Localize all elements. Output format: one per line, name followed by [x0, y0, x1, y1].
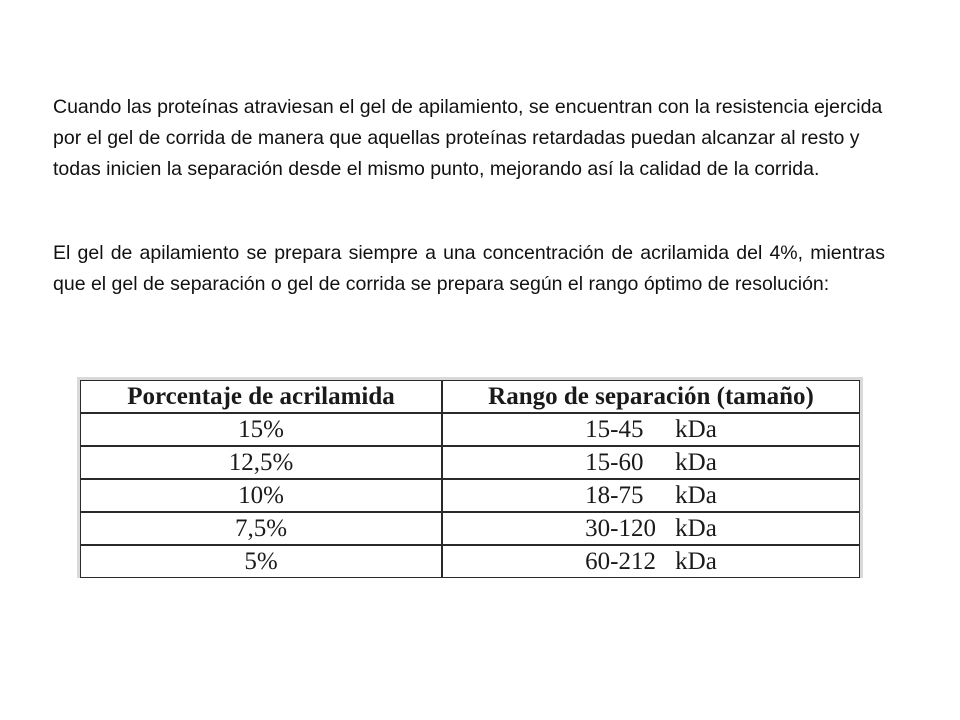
header-acrylamide-percentage: Porcentaje de acrilamida — [80, 380, 442, 413]
cell-range — [442, 413, 860, 446]
table-row — [80, 413, 860, 446]
range-value: 18-75 — [585, 481, 644, 509]
table-header-row — [80, 380, 860, 413]
range-unit: kDa — [675, 514, 717, 542]
cell-percentage: 10% — [80, 479, 442, 512]
range-value: 60-212 — [585, 547, 656, 575]
range-unit: kDa — [675, 481, 717, 509]
table-row — [80, 479, 860, 512]
range-unit: kDa — [675, 448, 717, 476]
range-unit: kDa — [675, 547, 717, 575]
cell-percentage: 12,5% — [80, 446, 442, 479]
cell-range — [442, 512, 860, 545]
acrylamide-separation-table — [80, 380, 860, 578]
table-row — [80, 545, 860, 578]
cell-percentage: 5% — [80, 545, 442, 578]
cell-range — [442, 446, 860, 479]
range-value: 15-45 — [585, 415, 644, 443]
table-row — [80, 512, 860, 545]
range-value: 30-120 — [585, 514, 656, 542]
cell-percentage: 7,5% — [80, 512, 442, 545]
range-value: 15-60 — [585, 448, 644, 476]
acrylamide-table-frame — [77, 377, 863, 578]
paragraph-gel-concentration: El gel de apilamiento se prepara siempre a una concentración de acrilamida del 4%, mientras que el gel de separación o gel de corrida se prepara según el rango óptimo de resolución: — [53, 242, 885, 295]
cell-range — [442, 479, 860, 512]
range-unit: kDa — [675, 415, 717, 443]
cell-percentage: 15% — [80, 413, 442, 446]
cell-range — [442, 545, 860, 578]
header-separation-range: Rango de separación (tamaño) — [442, 380, 860, 413]
paragraph-stacking-gel-resistance: Cuando las proteínas atraviesan el gel de apilamiento, se encuentran con la resistencia ejercida por el gel de corrida de manera que aquellas proteínas retardadas puedan alcanzar al resto y todas inicien la separación desde el mismo punto, mejorando así la calidad de la corrida. — [53, 96, 883, 180]
table-row — [80, 446, 860, 479]
